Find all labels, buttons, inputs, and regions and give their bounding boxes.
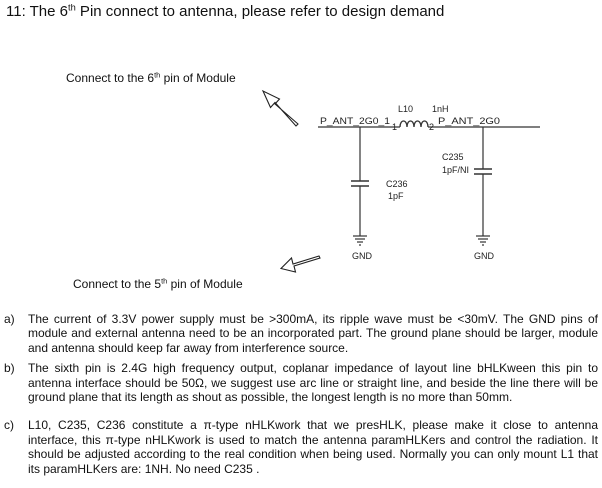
note-marker-c: c) (4, 418, 14, 433)
cap-c235-value-label: 1pF/NI (442, 165, 470, 175)
note-item-a (0, 312, 602, 355)
title-prefix: 11: The 6 (6, 3, 68, 20)
arrow-to-sixth-pin (263, 91, 298, 126)
callout-sixth-suffix: pin of Module (160, 71, 236, 85)
title-suffix: Pin connect to antenna, please refer to design demand (75, 3, 445, 20)
gnd-label-left: GND (352, 251, 372, 261)
cap-c235-ref-label: C235 (442, 152, 464, 162)
note-text-c: L10, C235, C236 constitute a π-type nHLKwork that we presHLK, please make it close to antenna interface, this π-type nHLKwork is used to match the antenna paramHLKers and control the radiation. It should be adjusted according to the real condition when being used. Normally you can only mount L1 that its paramHLKers are: 1NH. No need C235 . (28, 418, 598, 476)
gnd-label-right: GND (474, 251, 494, 261)
callout-sixth-superscript: th (154, 70, 161, 80)
callout-fifth-superscript: th (161, 276, 168, 286)
ground-symbol-right (476, 236, 490, 245)
note-marker-a: a) (4, 312, 15, 326)
callout-fifth-prefix: Connect to the 5 (73, 277, 162, 291)
inductor-value-label: 1nH (432, 104, 449, 114)
net-label-left: P_ANT_2G0_1 (320, 116, 390, 126)
design-notes-list (0, 312, 602, 476)
capacitor-c236-symbol (351, 127, 369, 236)
inductor-l10-symbol (400, 121, 428, 127)
callout-fifth-suffix: pin of Module (167, 277, 243, 291)
title-superscript: th (68, 2, 76, 13)
inductor-ref-label: L10 (398, 104, 414, 114)
note-item-c (0, 418, 602, 476)
capacitor-c235-symbol (474, 127, 492, 236)
arrow-to-fifth-pin (281, 256, 320, 272)
note-text-b: The sixth pin is 2.4G high frequency output, coplanar impedance of layout line bHLKween this pin to antenna interface should be 50Ω, we suggest use arc line or straight line, and beside the line there will be ground plane that its length as shout as possible, the longest length is no more than 50mm. (28, 361, 598, 405)
note-text-a: The current of 3.3V power supply must be >300mA, its ripple wave must be <30mV. The GND pins of module and external antenna need to be an incorporated part. The ground plane should be larger, module and antenna should keep far away from interference source. (28, 312, 598, 355)
ground-symbol-left (353, 236, 367, 245)
cap-c236-value-label: 1pF (388, 191, 404, 201)
note-item-b (0, 361, 602, 404)
cap-c236-ref-label: C236 (386, 179, 408, 189)
note-marker-b: b) (4, 361, 15, 376)
net-label-right: P_ANT_2G0 (438, 116, 500, 126)
inductor-pin1-label: 1 (392, 122, 398, 132)
inductor-pin2-label: 2 (429, 122, 435, 132)
callout-sixth-prefix: Connect to the 6 (66, 71, 155, 85)
